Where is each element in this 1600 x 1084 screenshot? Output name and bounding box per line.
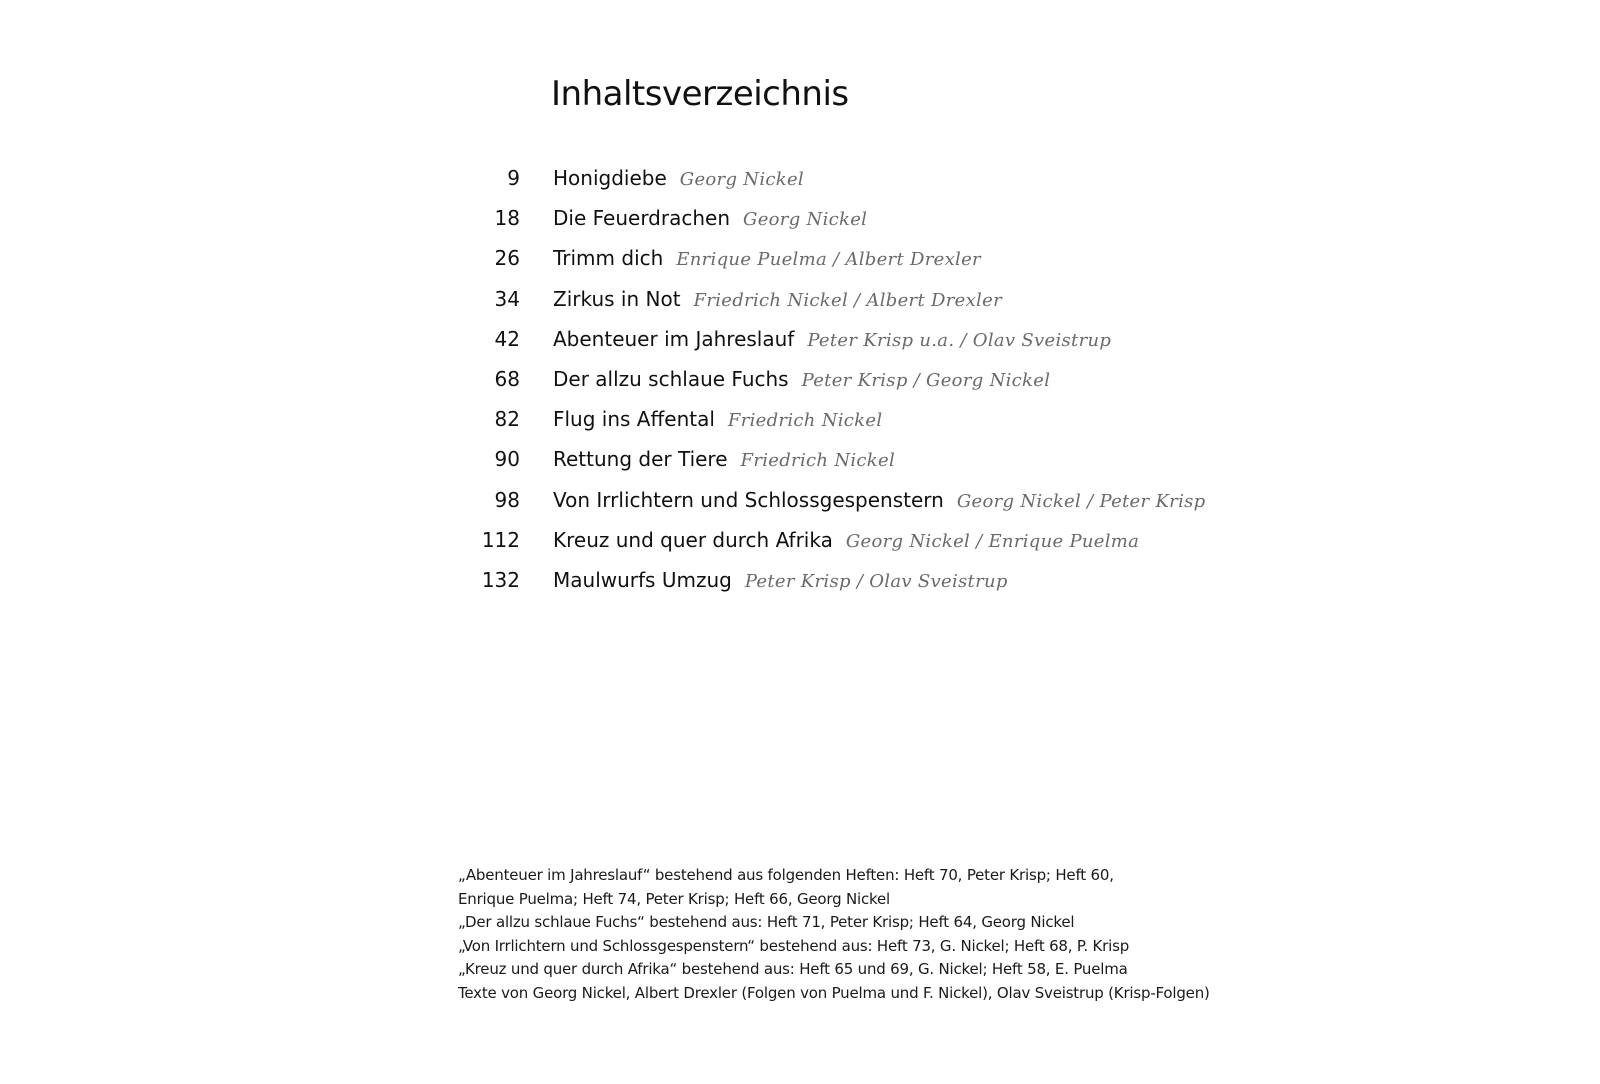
table-of-contents bbox=[440, 166, 1240, 608]
toc-page-number: 9 bbox=[507, 166, 520, 190]
toc-title: Rettung der Tiere bbox=[553, 447, 728, 472]
footnote-line: „Von Irrlichtern und Schlossgespenstern“ bestehend aus: Heft 73, G. Nickel; Heft 68, P. Krisp bbox=[458, 936, 1130, 955]
toc-page-number: 112 bbox=[481, 527, 520, 552]
toc-entry[interactable] bbox=[440, 407, 1240, 447]
footnote-line: Enrique Puelma; Heft 74, Peter Krisp; Heft 66, Georg Nickel bbox=[458, 889, 890, 908]
footnotes bbox=[458, 864, 1218, 1006]
toc-author: Georg Nickel bbox=[743, 209, 868, 231]
toc-page-number: 98 bbox=[494, 487, 520, 512]
toc-entry[interactable] bbox=[440, 287, 1240, 327]
toc-author: Georg Nickel / Peter Krisp bbox=[956, 490, 1206, 512]
toc-title: Zirkus in Not bbox=[553, 286, 681, 311]
toc-author: Peter Krisp u.a. / Olav Sveistrup bbox=[807, 329, 1112, 351]
toc-title: Von Irrlichtern und Schlossgespenstern bbox=[553, 487, 944, 512]
footnote-line: „Der allzu schlaue Fuchs“ bestehend aus: Heft 71, Peter Krisp; Heft 64, Georg Nickel bbox=[458, 913, 1075, 932]
toc-page-number: 68 bbox=[494, 366, 520, 391]
toc-title: Abenteuer im Jahreslauf bbox=[553, 326, 795, 351]
toc-title: Trimm dich bbox=[553, 246, 664, 271]
footnote-line: Texte von Georg Nickel, Albert Drexler (Folgen von Puelma und F. Nickel), Olav Sveistrup (Krisp-Folgen) bbox=[458, 983, 1210, 1002]
toc-page-number: 34 bbox=[494, 286, 520, 311]
page-title: Inhaltsverzeichnis bbox=[551, 74, 849, 114]
toc-entry[interactable] bbox=[440, 327, 1240, 367]
toc-author: Friedrich Nickel bbox=[740, 450, 896, 472]
toc-author: Georg Nickel bbox=[679, 169, 804, 190]
toc-entry[interactable] bbox=[440, 166, 1240, 206]
toc-author: Enrique Puelma / Albert Drexler bbox=[676, 249, 981, 271]
toc-title: Honigdiebe bbox=[553, 166, 667, 190]
toc-author: Peter Krisp / Olav Sveistrup bbox=[744, 570, 1008, 592]
toc-entry[interactable] bbox=[440, 568, 1240, 608]
toc-title: Kreuz und quer durch Afrika bbox=[553, 527, 833, 552]
toc-author: Georg Nickel / Enrique Puelma bbox=[845, 530, 1140, 552]
toc-entry[interactable] bbox=[440, 246, 1240, 286]
toc-page-number: 82 bbox=[494, 407, 520, 432]
toc-author: Peter Krisp / Georg Nickel bbox=[801, 369, 1051, 391]
footnote-line: „Abenteuer im Jahreslauf“ bestehend aus folgenden Heften: Heft 70, Peter Krisp; Heft 60, bbox=[458, 866, 1114, 884]
toc-page-number: 42 bbox=[494, 326, 520, 351]
toc-page-number: 132 bbox=[481, 567, 520, 592]
toc-title: Der allzu schlaue Fuchs bbox=[553, 366, 789, 391]
toc-page-number: 18 bbox=[494, 206, 520, 231]
toc-author: Friedrich Nickel / Albert Drexler bbox=[693, 289, 1002, 311]
toc-author: Friedrich Nickel bbox=[727, 410, 883, 432]
toc-entry[interactable] bbox=[440, 488, 1240, 528]
toc-entry[interactable] bbox=[440, 206, 1240, 246]
toc-entry[interactable] bbox=[440, 447, 1240, 487]
toc-title: Flug ins Affental bbox=[553, 407, 715, 432]
toc-page-number: 26 bbox=[494, 246, 520, 271]
toc-page-number: 90 bbox=[494, 447, 520, 472]
toc-entry[interactable] bbox=[440, 528, 1240, 568]
footnote-line: „Kreuz und quer durch Afrika“ bestehend aus: Heft 65 und 69, G. Nickel; Heft 58, E. Puelma bbox=[458, 960, 1128, 979]
toc-entry[interactable] bbox=[440, 367, 1240, 407]
toc-title: Maulwurfs Umzug bbox=[553, 567, 732, 592]
toc-title: Die Feuerdrachen bbox=[553, 206, 731, 231]
